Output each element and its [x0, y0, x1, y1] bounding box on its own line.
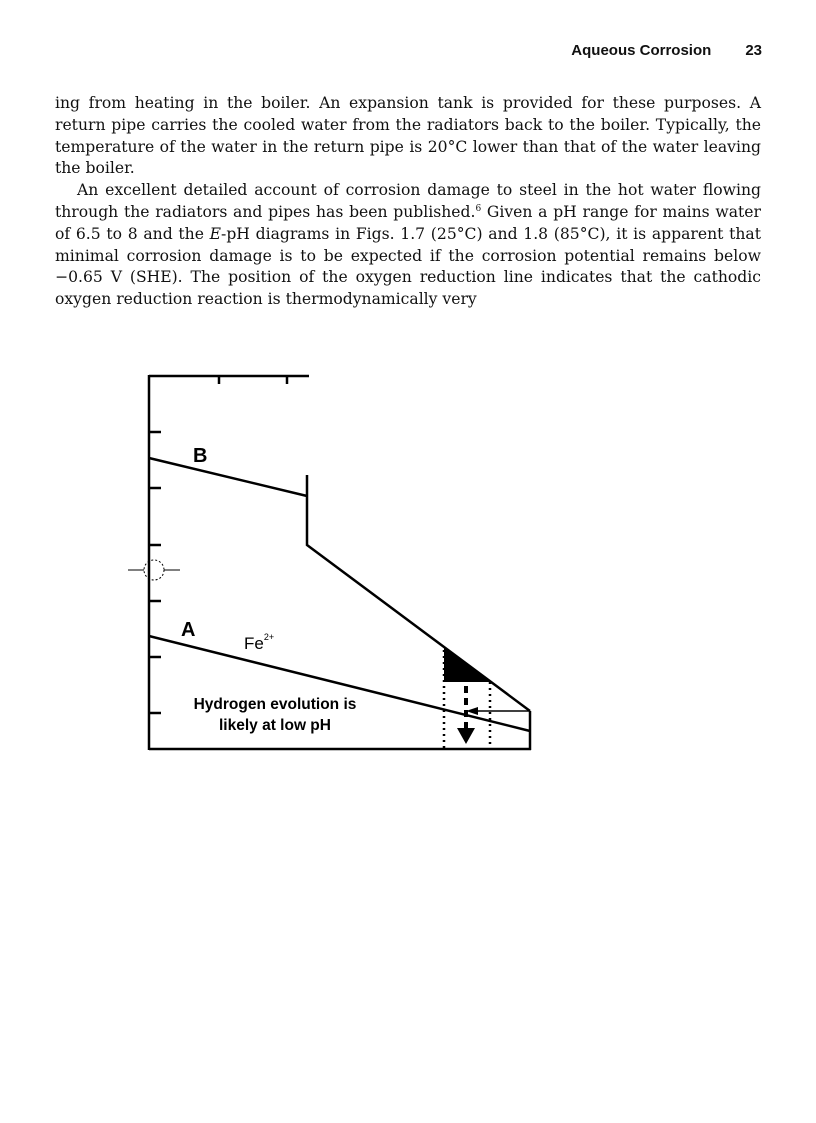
paragraph-1: ing from heating in the boiler. An expansion tank is provided for these purposes. A return pipe carries the cooled water from the radiators back to the boiler. Typically, the temperature of the water in the return pipe is 20°C lower than that of the water leaving the boiler. — [55, 94, 761, 178]
paragraph-2-part-1: An excellent detailed account of corrosion damage to steel in the hot water flowing through the radiators and pipes has been published. — [55, 181, 761, 221]
page-number: 23 — [745, 42, 762, 59]
down-arrow-head — [457, 728, 475, 744]
paragraph-2-italic-e: E — [209, 224, 222, 243]
paragraph-2-part-3: -pH diagrams in Figs. 1.7 (25°C) and 1.8 (85°C), it is apparent that minimal corrosion damage is to be expected if the corrosion potential remains below −0.65 V (SHE). The position of the oxygen reduction line indicates that the cathodic oxygen reduction reaction is thermodynamically very — [55, 224, 761, 309]
reference-6: 6 — [475, 203, 482, 214]
label-fe-species — [244, 632, 274, 653]
annotation-line-1: Hydrogen evolution is — [193, 696, 357, 713]
registration-circle — [144, 560, 164, 580]
running-head-title: Aqueous Corrosion — [571, 42, 712, 59]
paragraph-2-part-2: Given a pH range for mains water of 6.5 to 8 and the — [55, 202, 761, 243]
registration-mark — [128, 560, 180, 580]
label-b: B — [193, 445, 208, 467]
label-fe: Fe — [244, 634, 264, 653]
axis-ticks — [149, 376, 287, 713]
annotation-line-2: likely at low pH — [219, 717, 331, 734]
line-a-hydrogen — [149, 636, 530, 731]
label-a: A — [181, 619, 196, 641]
label-fe-charge: 2+ — [263, 632, 275, 642]
